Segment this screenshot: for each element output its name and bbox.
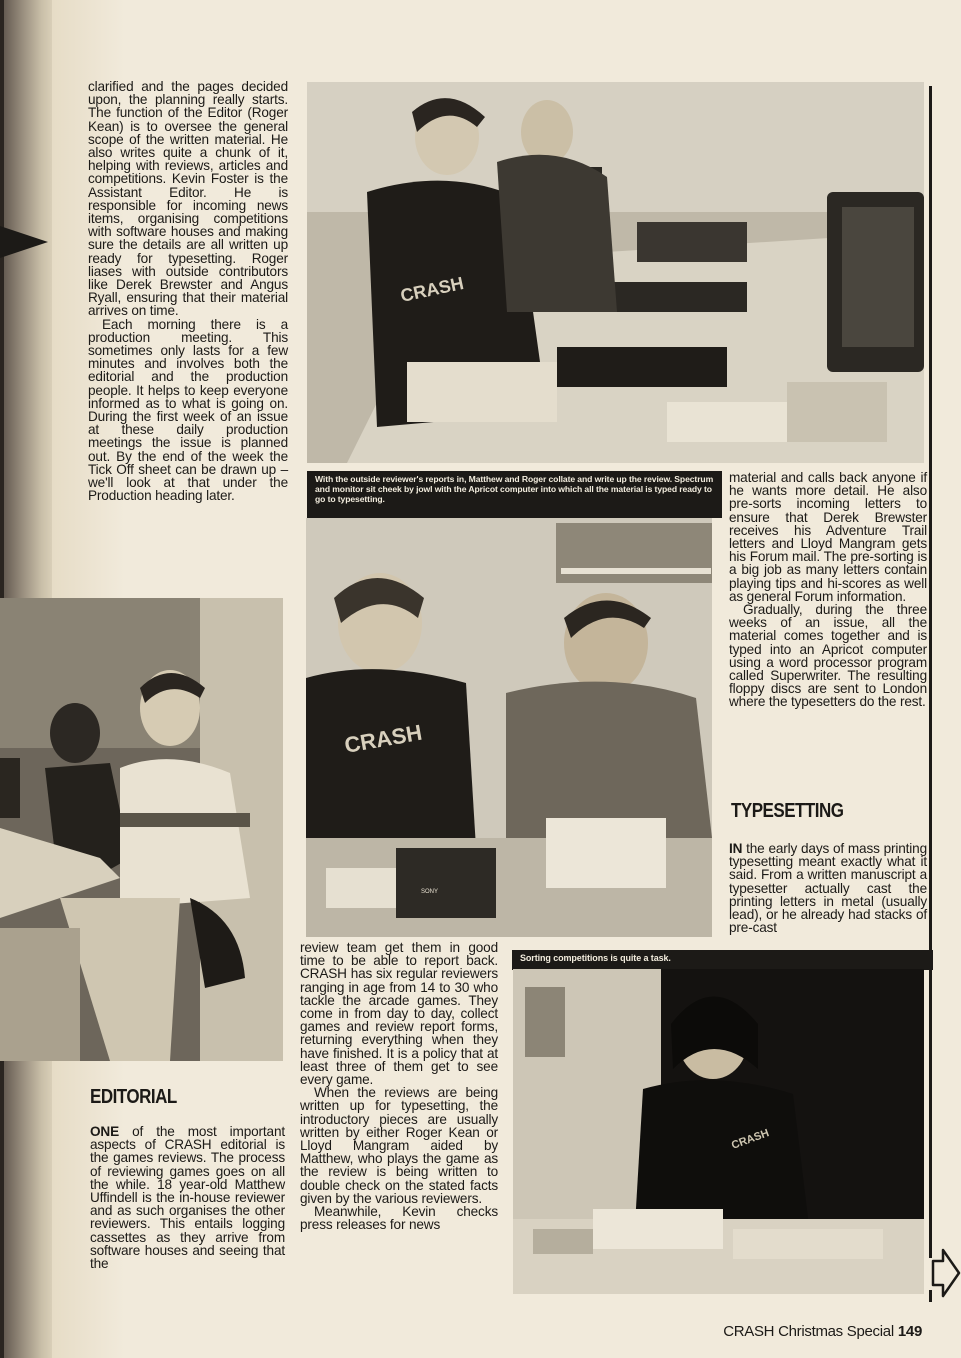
col3-paragraph-2: Gradually, during the three weeks of an issue, all the material comes together and is typed into an Apricot computer using a word processor program called Superwriter. The resulting floppy discs are sent to London where the typesetters do the rest. [729, 602, 927, 710]
photo-review-team [306, 518, 712, 937]
typesetting-heading: TYPESETTING [731, 800, 844, 822]
column-3-text [729, 471, 927, 709]
sweater-logo-3: CRASH [729, 1127, 771, 1152]
next-page-arrow-icon [931, 1247, 961, 1299]
photo-caption-top: With the outside reviewer's reports in, Matthew and Roger collate and write up the review. Spectrum and monitor sit cheek by jowl with the Apricot computer into which all the material is typed ready to go to typesetting. [307, 471, 722, 518]
footer-magazine: CRASH Christmas Special [723, 1323, 894, 1340]
photo-computer-desk-image [307, 82, 924, 463]
sweater-logo: CRASH [398, 273, 466, 306]
typesetting-paragraph [729, 842, 927, 934]
typesetting-text [729, 842, 927, 934]
editorial-lead-word: ONE [90, 1124, 120, 1139]
photo-computer-desk [307, 82, 924, 463]
sweater-logo-2: CRASH [342, 719, 424, 758]
editorial-paragraph [90, 1125, 285, 1270]
typesetting-lead-word: IN [729, 841, 743, 856]
typesetting-body: the early days of mass printing typesetting meant exactly what it said. From a written manuscript a typesetter actually cast the printing letters in metal (usually lead), or he already had stacks of pre-cast [729, 841, 927, 936]
page-footer [672, 1323, 922, 1340]
col2-paragraph-1: review team get them in good time to be able to report back. CRASH has six regular reviewers ranging in age from 14 to 30 who tackle the arcade games. They come in from day to day, collect games and review report forms, returning everything when they have finished. It is a policy that at least three of them get to see every game. [300, 940, 498, 1088]
photo-review-team-image [306, 518, 712, 937]
col1-paragraph-2: Each morning there is a production meeting. This sometimes only lasts for a few minutes and involves both the editorial and the production people. It helps to keep everyone informed as to what is going on. During the first week of an issue at these daily production meetings the issue is planned out. By the end of the week the Tick Off sheet can be drawn up – we'll look at that under the Production heading later. [88, 316, 288, 504]
photo-sorting-competitions-image [513, 969, 924, 1294]
column-rule [929, 86, 932, 1258]
editorial-text [90, 1125, 285, 1270]
column-2-text [300, 941, 498, 1231]
editorial-body: of the most important aspects of CRASH editorial is the games reviews. The process of reviewing games goes on all the while. 18 year-old Matthew Uffindell is the in-house reviewer and as such organises the other reviewers. This entails logging cassettes as they arrive from software houses and seeing that the [90, 1124, 285, 1272]
photo-sorting-competitions [513, 969, 924, 1294]
photo-caption-bottom: Sorting competitions is quite a task. [512, 950, 933, 970]
col2-paragraph-2: When the reviews are being written up for typesetting, the introductory pieces are usually written by either Roger Kean or Lloyd Mangram aided by Matthew, who plays the game as the review is being written to double check on the stated facts given by the various reviewers. [300, 1085, 498, 1206]
photo-reviewer-left-image [0, 598, 283, 1061]
col2-paragraph-3: Meanwhile, Kevin checks press releases for news [300, 1204, 498, 1233]
box-label: SONY [421, 889, 439, 895]
page-number: 149 [897, 1323, 922, 1340]
col3-paragraph-1: material and calls back anyone if he wants more detail. He also pre-sorts incoming letters to ensure that Derek Brewster receives his Adventure Trail letters and Lloyd Mangram gets his Forum mail. The pre-sorting is a big job as many letters contain playing tips and hi-scores as well as general Forum information. [729, 470, 927, 604]
photo-reviewer-left [0, 598, 283, 1061]
left-arrow-icon [0, 226, 48, 258]
editorial-heading: EDITORIAL [90, 1086, 177, 1108]
col1-paragraph-1: clarified and the pages decided upon, the planning really starts. The function of the Editor (Roger Kean) is to oversee the general scope of the written material. He also writes quite a chunk of it, helping with reviews, articles and competitions. Kevin Foster is the Assistant Editor. He is responsible for incoming news items, organising competitions with software houses and making sure the details are all written up ready for typesetting. Roger liases with outside contributors like Derek Brewster and Angus Ryall, ensuring that their material arrives on time. [88, 79, 288, 319]
column-1-text [88, 80, 288, 503]
